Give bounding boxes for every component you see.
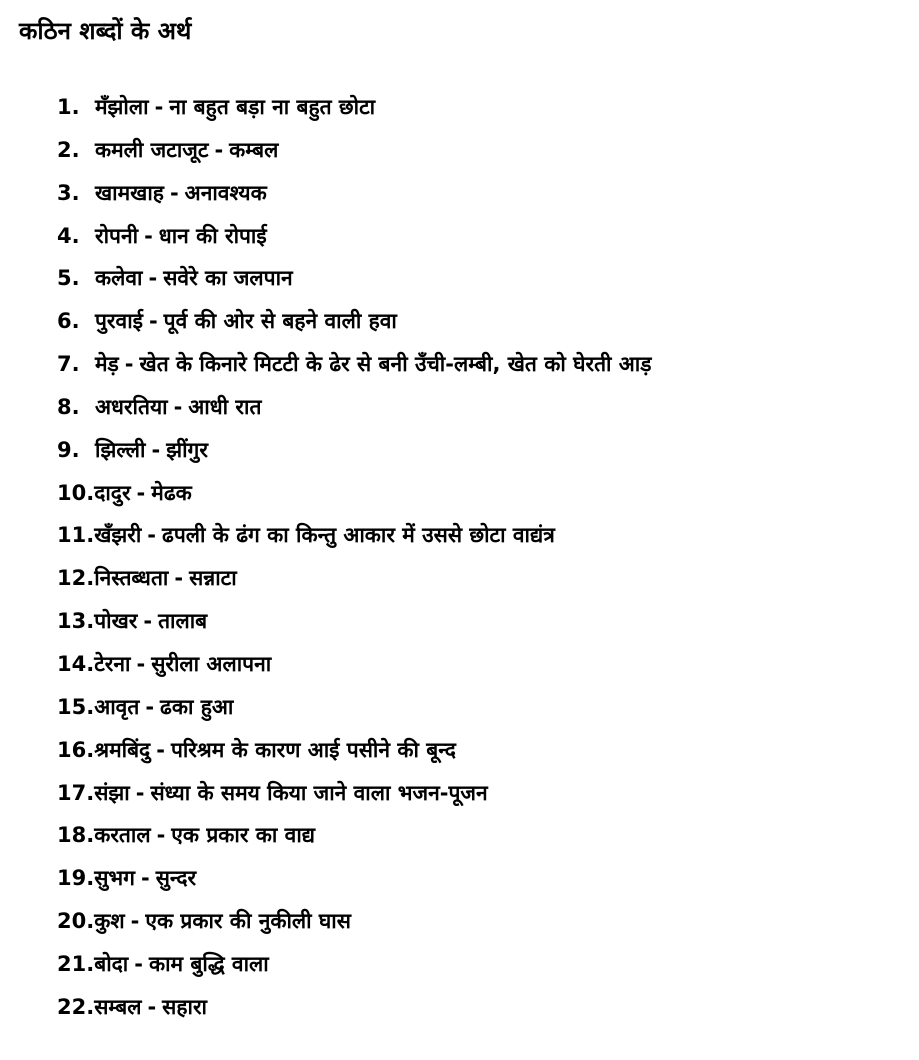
item-meaning: सन्नाटा: [189, 566, 237, 591]
list-item: [57, 904, 912, 947]
item-meaning: खेत के किनारे मिटटी के ढेर से बनी उँची-लम्बी, खेत को घेरती आड़: [139, 352, 652, 377]
list-item: [57, 647, 912, 690]
item-separator: -: [151, 437, 161, 462]
item-separator: -: [173, 394, 183, 419]
item-word: सम्बल: [94, 994, 142, 1019]
item-number: 18.: [57, 823, 95, 848]
item-meaning: एक प्रकार की नुकीली घास: [145, 909, 351, 934]
item-meaning: ढपली के ढंग का किन्तु आकार में उससे छोटा वाद्यंत्र: [162, 523, 555, 548]
item-number: 5.: [57, 266, 80, 291]
item-separator: -: [130, 909, 140, 934]
item-word: पोखर: [94, 609, 138, 634]
list-item: [57, 818, 912, 861]
item-number: 19.: [57, 866, 95, 891]
item-separator: -: [156, 737, 165, 762]
item-separator: -: [148, 309, 158, 334]
word-meaning-list: [57, 90, 912, 1033]
item-number: 11.: [57, 523, 95, 548]
item-number: 16.: [57, 737, 95, 762]
list-item: [57, 690, 912, 733]
list-item: [57, 219, 912, 262]
item-meaning: सुरीला अलापना: [151, 651, 272, 676]
item-separator: -: [124, 352, 134, 377]
item-number: 2.: [57, 137, 80, 162]
item-word: संझा: [94, 780, 130, 805]
list-item: [57, 518, 912, 561]
item-meaning: सवेरे का जलपान: [163, 266, 293, 291]
item-word: करताल: [94, 823, 151, 848]
list-item: [57, 776, 912, 819]
item-meaning: एक प्रकार का वाद्य: [171, 823, 315, 848]
item-number: 3.: [57, 180, 80, 205]
item-separator: -: [135, 780, 145, 805]
item-word: कलेवा: [95, 266, 143, 291]
item-separator: -: [147, 523, 157, 548]
item-number: 21.: [57, 951, 95, 976]
item-number: 8.: [57, 394, 80, 419]
item-meaning: ढका हुआ: [160, 694, 234, 719]
item-separator: -: [134, 951, 143, 976]
item-meaning: झींगुर: [166, 437, 208, 462]
list-item: [57, 433, 912, 476]
list-item: [57, 133, 912, 176]
item-number: 14.: [57, 651, 95, 676]
item-number: 12.: [57, 566, 95, 591]
item-separator: -: [214, 137, 224, 162]
item-meaning: धान की रोपाई: [158, 223, 267, 248]
item-number: 10.: [57, 480, 95, 505]
item-number: 4.: [57, 223, 80, 248]
item-word: टेरना: [94, 651, 131, 676]
list-item: [57, 90, 912, 133]
item-meaning: मेढक: [151, 480, 192, 505]
item-number: 7.: [57, 352, 80, 377]
item-separator: -: [144, 223, 153, 248]
item-word: सुभग: [94, 866, 135, 891]
item-word: कमली जटाजूट: [95, 137, 209, 162]
list-item: [57, 347, 912, 390]
item-word: रोपनी: [95, 223, 139, 248]
list-item: [57, 561, 912, 604]
item-word: झिल्ली: [95, 437, 146, 462]
page-title: कठिन शब्दों के अर्थ: [19, 17, 192, 45]
item-meaning: परिश्रम के कारण आई पसीने की बून्द: [170, 737, 456, 762]
list-item: [57, 176, 912, 219]
item-word: बोदा: [94, 951, 129, 976]
item-separator: -: [154, 95, 164, 119]
item-meaning: सहारा: [162, 994, 207, 1019]
list-item: [57, 604, 912, 647]
item-meaning: संध्या के समय किया जाने वाला भजन-पूजन: [150, 780, 488, 805]
list-item: [57, 947, 912, 990]
item-separator: -: [143, 609, 153, 634]
item-word: आवृत: [94, 694, 140, 719]
item-number: 17.: [57, 780, 95, 805]
list-item: [57, 733, 912, 776]
item-number: 22.: [57, 994, 95, 1019]
item-number: 15.: [57, 694, 95, 719]
item-number: 1.: [57, 95, 80, 119]
item-word: निस्तब्धता: [94, 566, 169, 591]
item-separator: -: [148, 266, 158, 291]
item-meaning: पूर्व की ओर से बहने वाली हवा: [163, 309, 397, 334]
item-meaning: अनावश्यक: [184, 180, 267, 205]
item-word: अधरतिया: [95, 394, 168, 419]
item-word: कुश: [94, 909, 125, 934]
item-number: 13.: [57, 609, 95, 634]
item-separator: -: [141, 866, 150, 891]
item-meaning: तालाब: [158, 609, 208, 634]
item-number: 9.: [57, 437, 80, 462]
item-word: मँझोला: [95, 95, 149, 119]
list-item: [57, 990, 912, 1033]
item-meaning: आधी रात: [188, 394, 262, 419]
item-word: दादुर: [94, 480, 131, 505]
item-meaning: ना बहुत बड़ा ना बहुत छोटा: [169, 95, 376, 119]
list-item: [57, 390, 912, 433]
item-separator: -: [147, 994, 157, 1019]
list-item: [57, 304, 912, 347]
item-separator: -: [136, 480, 146, 505]
item-separator: -: [174, 566, 184, 591]
item-separator: -: [169, 180, 179, 205]
list-item: [57, 261, 912, 304]
item-meaning: कम्बल: [229, 137, 279, 162]
item-word: खामखाह: [95, 180, 164, 205]
item-meaning: सुन्दर: [155, 866, 197, 891]
item-separator: -: [156, 823, 166, 848]
item-separator: -: [145, 694, 155, 719]
item-meaning: काम बुद्धि वाला: [148, 951, 269, 976]
item-number: 20.: [57, 909, 95, 934]
item-separator: -: [136, 651, 146, 676]
list-item: [57, 861, 912, 904]
list-item: [57, 476, 912, 519]
item-word: पुरवाई: [95, 309, 143, 334]
item-number: 6.: [57, 309, 80, 334]
item-word: श्रमबिंदु: [94, 737, 151, 762]
item-word: मेड़: [95, 352, 119, 377]
item-word: खँझरी: [94, 523, 142, 548]
